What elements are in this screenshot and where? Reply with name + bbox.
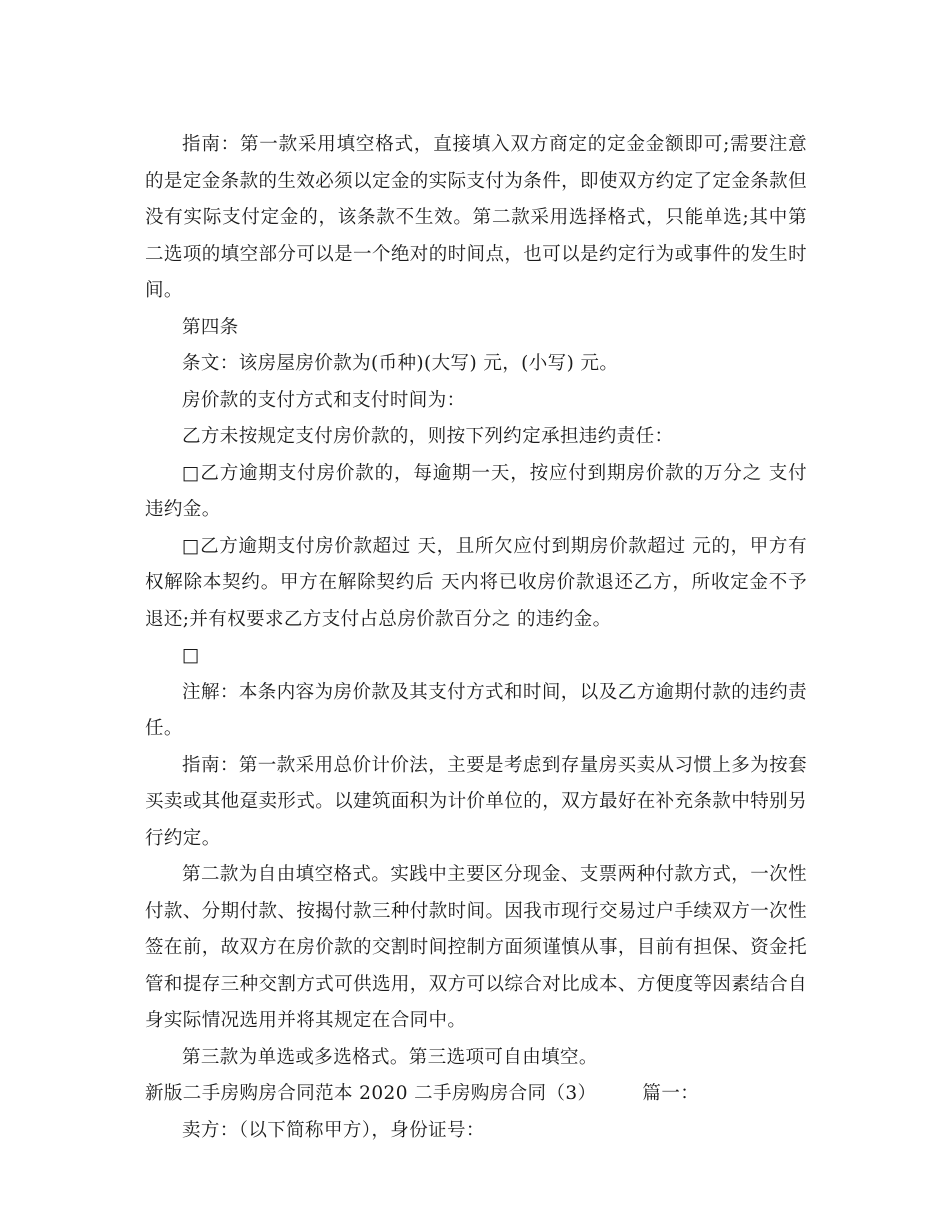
contract-title-line (145, 1076, 807, 1113)
article-heading: 第四条 (182, 316, 239, 338)
section-label: 篇一： (642, 1083, 700, 1104)
paragraph-option-empty: □ (182, 645, 200, 666)
contract-title: 新版二手房购房合同范本 2020 二手房购房合同（3） (145, 1083, 597, 1104)
paragraph-guide-deposit: 指南：第一款采用填空格式，直接填入双方商定的定金金额即可;需要注意的是定金条款的生效必须以定金的实际支付为条件，即使双方约定了定金条款但没有实际支付定金的，该条款不生效。第二款采用选择格式，只能单选;其中第二选项的填空部分可以是一个绝对的时间点，也可以是约定行为或事件的发生时间。 (145, 134, 807, 301)
paragraph-option-late-fee: □乙方逾期支付房价款的，每逾期一天，按应付到期房价款的万分之 支付违约金。 (145, 462, 807, 520)
paragraph-breach-intro: 乙方未按规定支付房价款的，则按下列约定承担违约责任： (182, 426, 674, 447)
paragraph-article-text: 条文：该房屋房价款为(币种)(大写) 元，(小写) 元。 (182, 353, 619, 374)
paragraph-guide-pricing: 指南：第一款采用总价计价法，主要是考虑到存量房买卖从习惯上多为按套买卖或其他趸卖形式。以建筑面积为计价单位的，双方最好在补充条款中特别另行约定。 (145, 754, 807, 849)
document-body (145, 127, 807, 1149)
seller-line: 卖方：（以下简称甲方），身份证号： (182, 1119, 485, 1141)
paragraph-payment-method: 房价款的支付方式和支付时间为： (182, 389, 466, 411)
paragraph-second-clause: 第二款为自由填空格式。实践中主要区分现金、支票两种付款方式，一次性付款、分期付款、按揭付款三种付款时间。因我市现行交易过户手续双方一次性签在前，故双方在房价款的交割时间控制方面须谨慎从事，目前有担保、资金托管和提存三种交割方式可供选用，双方可以综合对比成本、方便度等因素结合自身实际情况选用并将其规定在合同中。 (145, 864, 807, 1031)
paragraph-note: 注解：本条内容为房价款及其支付方式和时间，以及乙方逾期付款的违约责任。 (145, 681, 807, 739)
paragraph-third-clause: 第三款为单选或多选格式。第三选项可自由填空。 (182, 1046, 598, 1068)
paragraph-option-termination: □乙方逾期支付房价款超过 天，且所欠应付到期房价款超过 元的，甲方有权解除本契约。甲方在解除契约后 天内将已收房价款退还乙方，所收定金不予退还;并有权要求乙方支付占总房价款百分之 的违约金。 (145, 535, 807, 630)
